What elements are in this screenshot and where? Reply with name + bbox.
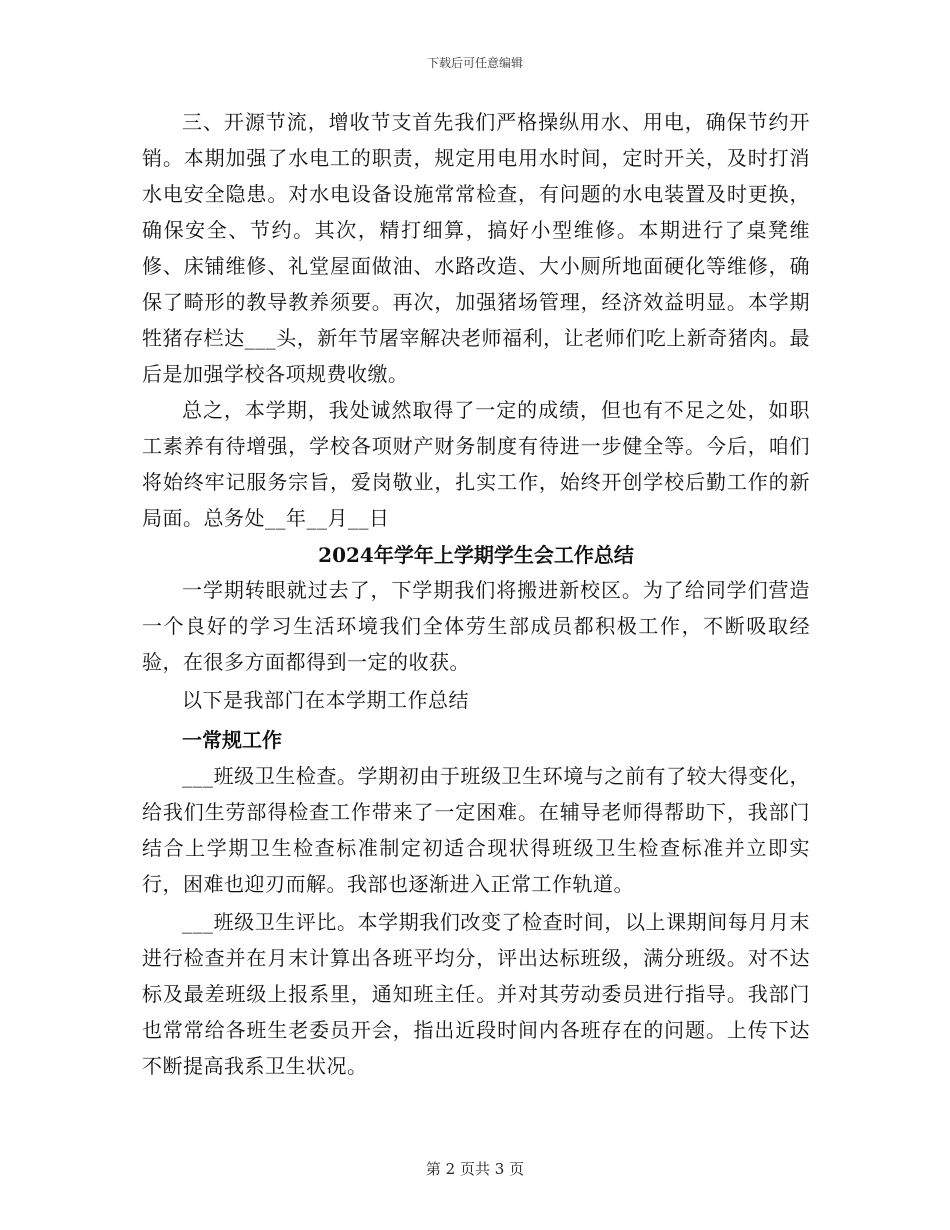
- document-title: 2024年学年上学期学生会工作总结: [318, 543, 634, 567]
- document-body: [142, 104, 810, 1084]
- section-heading-routine-work: 一常规工作: [182, 728, 282, 752]
- paragraph-conclusion: 总之，本学期，我处诚然取得了一定的成绩，但也有不足之处，如职工素养有待增强，学校各项财产财务制度有待进一步健全等。今后，咱们将始终牢记服务宗旨，爱岗敬业，扎实工作，始终开创学校后勤工作的新局面。总务处__年__月__日: [142, 398, 810, 530]
- paragraph-summary-lead: 以下是我部门在本学期工作总结: [182, 688, 469, 712]
- paragraph-class-hygiene-rating: ___班级卫生评比。本学期我们改变了检查时间，以上课期间每月月末进行检查并在月末计算出各班平均分，评出达标班级，满分班级。对不达标及最差班级上报系里，通知班主任。并对其劳动委员进行指导。我部门也常常给各班生老委员开会，指出近段时间内各班存在的问题。上传下达不断提高我系卫生状况。: [142, 910, 810, 1078]
- page-number: 第 2 页共 3 页: [425, 1160, 525, 1178]
- paragraph-open-source-saving: 三、开源节流，增收节支首先我们严格操纵用水、用电，确保节约开销。本期加强了水电工的职责，规定用电用水时间，定时开关，及时打消水电安全隐患。对水电设备设施常常检查，有问题的水电装置及时更换，确保安全、节约。其次，精打细算，搞好小型维修。本期进行了桌凳维修、床铺维修、礼堂屋面做油、水路改造、大小厕所地面硬化等维修，确保了畸形的教导教养须要。再次，加强猪场管理，经济效益明显。本学期牲猪存栏达___头，新年节屠宰解决老师福利，让老师们吃上新奇猪肉。最后是加强学校各项规费收缴。: [142, 110, 810, 386]
- paragraph-class-hygiene-check: ___班级卫生检查。学期初由于班级卫生环境与之前有了较大得变化，给我们生劳部得检查工作带来了一定困难。在辅导老师得帮助下，我部门结合上学期卫生检查标准制定初适合现状得班级卫生检查标准并立即实行，困难也迎刃而解。我部也逐渐进入正常工作轨道。: [142, 764, 810, 896]
- page-header-note: 下载后可任意编辑: [426, 56, 523, 70]
- paragraph-intro: 一学期转眼就过去了，下学期我们将搬进新校区。为了给同学们营造一个良好的学习生活环境我们全体劳生部成员都积极工作，不断吸取经验，在很多方面都得到一定的收获。: [142, 578, 810, 674]
